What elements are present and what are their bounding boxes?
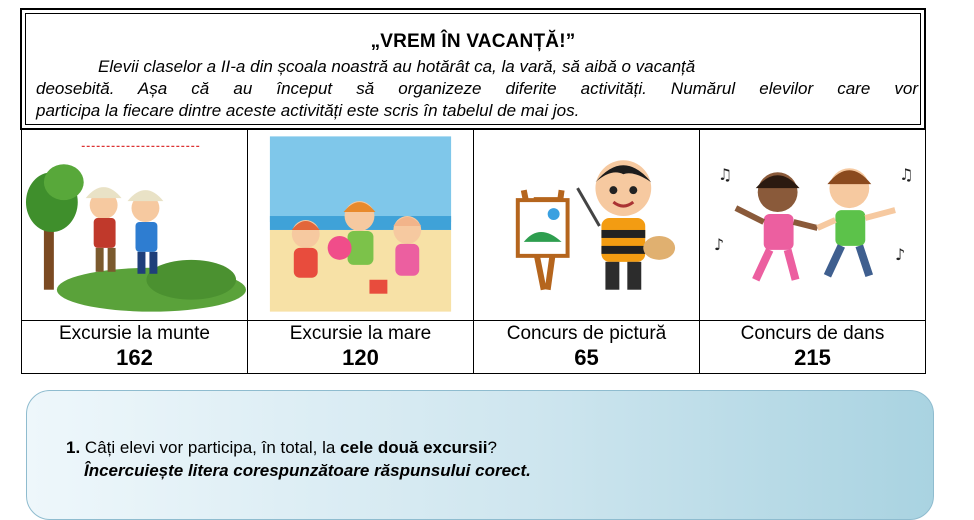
page-title: „VREM ÎN VACANȚĂ!” xyxy=(370,31,576,52)
activity-cell-painting xyxy=(474,321,700,374)
intro-line-3: participa la fiecare dintre aceste activități este scris în tabelul de mai jos. xyxy=(36,101,580,120)
activity-labels-row xyxy=(22,321,926,374)
activity-cell-dance xyxy=(700,321,926,374)
question-text-end: ? xyxy=(487,438,497,457)
question-text-bold: cele două excursii xyxy=(340,438,488,457)
activity-count: 162 xyxy=(116,345,153,370)
svg-text:♫: ♫ xyxy=(899,165,914,185)
activity-image-cell xyxy=(474,130,700,321)
activity-image-cell xyxy=(22,130,248,321)
intro-line-1: Elevii claselor a II-a din școala noastră au hotărât ca, la vară, să aibă o vacanță xyxy=(98,57,696,76)
activity-image-cell xyxy=(248,130,474,321)
question-number: 1. xyxy=(66,438,81,457)
mountain-hikers-illustration xyxy=(22,130,247,320)
activity-images-row xyxy=(22,130,926,321)
activity-label: Concurs de pictură xyxy=(506,323,667,344)
question-1 xyxy=(66,436,531,482)
activity-count: 215 xyxy=(794,345,831,370)
activity-label: Excursie la munte xyxy=(58,323,210,344)
activity-count: 120 xyxy=(342,345,379,370)
activity-cell-sea xyxy=(248,321,474,374)
svg-text:♪: ♪ xyxy=(895,244,906,264)
question-text-start: Câți elevi vor participa, în total, la xyxy=(80,438,341,457)
activity-label: Excursie la mare xyxy=(289,323,432,344)
question-instruction: Încercuiește litera corespunzătoare răspunsului corect. xyxy=(84,461,531,480)
activity-image-cell xyxy=(700,130,926,321)
painting-boy-illustration xyxy=(474,130,699,320)
dancing-kids-illustration xyxy=(700,130,925,320)
intro-paragraph xyxy=(36,56,918,122)
beach-kids-illustration xyxy=(248,130,473,320)
intro-frame xyxy=(20,8,926,130)
svg-text:♪: ♪ xyxy=(713,234,725,254)
intro-line-2: deosebită. Așa că au început să organizeze diferite activități. Numărul elevilor care vor xyxy=(36,79,918,98)
svg-text:♫: ♫ xyxy=(717,165,733,185)
activities-table xyxy=(21,129,926,374)
activity-label: Concurs de dans xyxy=(740,323,885,344)
activity-count: 65 xyxy=(574,345,599,370)
activity-cell-mountain xyxy=(22,321,248,374)
